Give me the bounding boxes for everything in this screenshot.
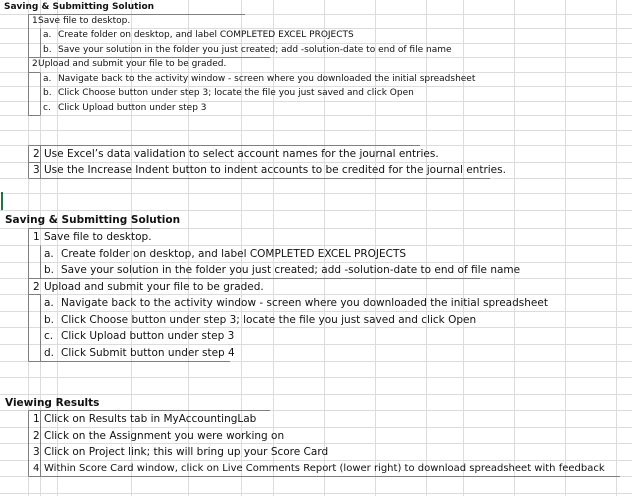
substep-letter[interactable]: d. — [44, 347, 55, 359]
section1-heading[interactable]: Saving & Submitting Solution — [4, 2, 155, 12]
step-number[interactable]: 2 — [33, 148, 40, 160]
step-text[interactable]: Use Excel’s data validation to select account names for the journal entries. — [44, 148, 439, 160]
substep-text[interactable]: Save your solution in the folder you just created; add -solution-date to end of file name — [58, 45, 452, 55]
substep-letter[interactable]: b. — [44, 314, 55, 326]
substep-text[interactable]: Navigate back to the activity window - screen where you downloaded the initial spreadsheet — [61, 297, 548, 309]
substep-letter[interactable]: a. — [43, 74, 52, 84]
step-text[interactable]: Use the Increase Indent button to indent accounts to be credited for the journal entries. — [44, 164, 506, 176]
active-cell-marker — [1, 192, 3, 210]
substep-text[interactable]: Click Submit button under step 4 — [61, 347, 235, 359]
substep-letter[interactable]: a. — [43, 30, 52, 40]
step-text[interactable]: Upload and submit your file to be graded. — [44, 281, 264, 293]
step-number[interactable]: 2 — [33, 430, 40, 442]
step-number[interactable]: 3 — [33, 446, 40, 458]
substep-text[interactable]: Save your solution in the folder you just created; add -solution-date to end of file name — [61, 264, 521, 276]
step-text[interactable]: Click on Results tab in MyAccountingLab — [44, 413, 257, 425]
step-text[interactable]: Click on Project link; this will bring up your Score Card — [44, 446, 329, 458]
step-text[interactable]: Save file to desktop. — [44, 231, 152, 243]
step-text[interactable]: Save file to desktop. — [38, 16, 131, 26]
substep-letter[interactable]: b. — [43, 45, 52, 55]
section4-heading[interactable]: Viewing Results — [5, 397, 100, 409]
step-number[interactable]: 4 — [33, 463, 40, 474]
substep-text[interactable]: Click Upload button under step 3 — [61, 330, 235, 342]
step-number[interactable]: 1 — [33, 231, 40, 243]
substep-letter[interactable]: b. — [43, 88, 52, 98]
step-text[interactable]: Click on the Assignment you were working on — [44, 430, 285, 442]
section3-heading[interactable]: Saving & Submitting Solution — [5, 214, 181, 226]
substep-letter[interactable]: c. — [44, 330, 54, 342]
substep-text[interactable]: Create folder on desktop, and label COMPLETED EXCEL PROJECTS — [58, 30, 354, 40]
step-number[interactable]: 2 — [32, 59, 38, 69]
step-number[interactable]: 1 — [32, 16, 38, 26]
substep-letter[interactable]: b. — [44, 264, 55, 276]
step-number[interactable]: 2 — [33, 281, 40, 293]
substep-letter[interactable]: c. — [43, 103, 51, 113]
substep-letter[interactable]: a. — [44, 248, 54, 260]
substep-letter[interactable]: a. — [44, 297, 54, 309]
step-text[interactable]: Within Score Card window, click on Live Comments Report (lower right) to download spreadsheet with feedback — [44, 463, 605, 474]
step-number[interactable]: 3 — [33, 164, 40, 176]
substep-text[interactable]: Click Choose button under step 3; locate the file you just saved and click Open — [58, 88, 414, 98]
step-number[interactable]: 1 — [33, 413, 40, 425]
substep-text[interactable]: Navigate back to the activity window - screen where you downloaded the initial spreadsheet — [58, 74, 476, 84]
substep-text[interactable]: Click Upload button under step 3 — [58, 103, 207, 113]
substep-text[interactable]: Click Choose button under step 3; locate the file you just saved and click Open — [61, 314, 477, 326]
substep-text[interactable]: Create folder on desktop, and label COMPLETED EXCEL PROJECTS — [61, 248, 407, 260]
step-text[interactable]: Upload and submit your file to be graded. — [38, 59, 227, 69]
